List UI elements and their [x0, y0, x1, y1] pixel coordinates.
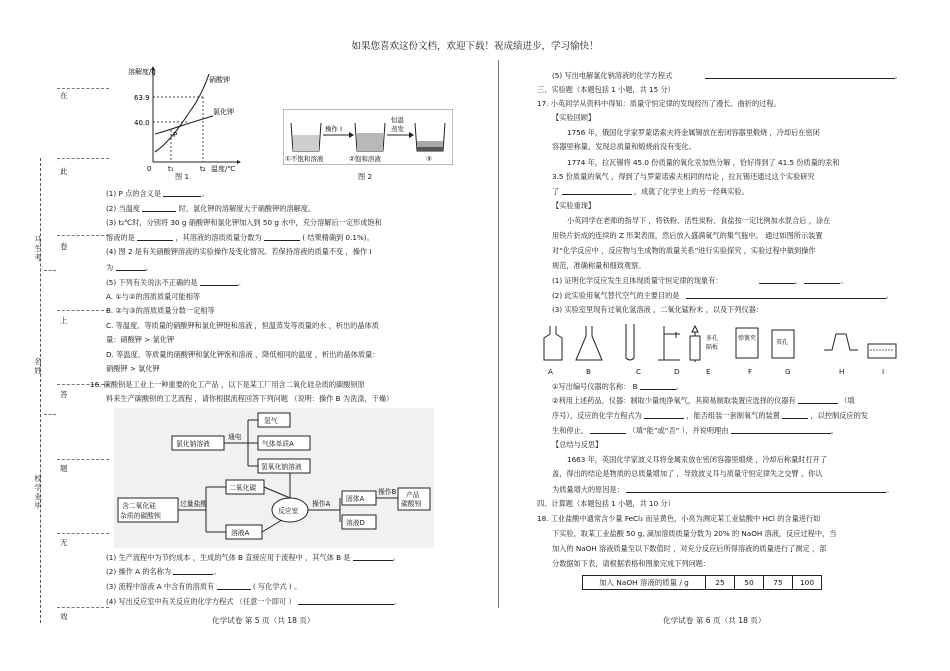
question-18-cont3: 分数据如下表，请根据表格和图象完成下列问题： [552, 559, 711, 568]
label-solution-a: 溶液A [231, 529, 250, 537]
label-solution-b: 溶液D [346, 519, 365, 527]
answer-blank[interactable] [562, 186, 632, 195]
question-text: 时，氯化钾的溶解度大于硝酸钾的溶解度。 [178, 204, 316, 213]
label-op-b: 操作B [378, 488, 397, 496]
question-text: ，能否组装一套制氧气的装置 [686, 411, 780, 420]
solubility-chart [125, 62, 245, 174]
question-17-3c [552, 410, 868, 420]
answer-blank[interactable] [173, 566, 213, 575]
label-e2: 隔板 [706, 344, 719, 351]
naoh-mass-table [582, 575, 822, 590]
tick-63.9: 63.9 [134, 94, 150, 102]
answer-blank[interactable] [644, 410, 684, 419]
section-3-heading: 三、实验题（本题包括 1 小题，共 15 分） [537, 85, 675, 94]
page-5-footer: 化学试卷 第 5 页（共 18 页） [212, 616, 315, 625]
binding-word: 效 [60, 612, 68, 621]
column-divider [498, 60, 499, 608]
question-text: (4) 图 2 是有关硝酸钾溶液的实验操作及变化情况。若保持溶液的质量不变 [106, 247, 344, 256]
answer-blank[interactable] [298, 596, 394, 605]
beaker-1-label: ①不饱和溶液 [285, 155, 324, 163]
point-p-label: P [173, 131, 178, 139]
question-text: ，其溶液的溶质质量分数为 [175, 233, 262, 242]
question-15-2 [106, 203, 315, 213]
binding-word: 题 [60, 464, 68, 473]
table-cell: 25 [706, 576, 735, 590]
label-reactor: 反应室 [278, 507, 299, 515]
question-15-4 [106, 247, 372, 256]
tick-t1: t₁ [168, 165, 174, 173]
beaker-figure [283, 109, 453, 165]
crystals-3 [417, 147, 443, 151]
binding-dash [57, 310, 109, 311]
answer-blank[interactable] [116, 262, 146, 271]
apparatus-d-stand [658, 326, 680, 360]
question-17: 17. 小英同学从资料中得知：质量守恒定律的发现经历了漫长、曲折的过程。 [537, 99, 781, 108]
apparatus-a-bottle [544, 326, 562, 360]
label-g: G [785, 367, 791, 376]
kcl-curve [155, 116, 213, 134]
table-cell: 100 [793, 576, 822, 590]
binding-dash [57, 607, 109, 608]
binding-dash [57, 88, 109, 89]
question-15-3: (3) t₂℃时，分别将 30 g 硝酸钾和氯化钾加入到 50 g 水中，充分溶解后一定形成饱和 [106, 218, 382, 227]
label-product-2: 碳酸钡 [401, 500, 422, 508]
question-15-5: (5) 下列有关说法不正确的是 。 [106, 278, 246, 287]
label-op-a: 操作A [312, 500, 331, 508]
question-17-3b [552, 395, 855, 405]
apparatus-h-tube [824, 334, 858, 350]
question-text: 溶液的是 [106, 233, 135, 242]
op2-label-a: 恒温 [391, 116, 404, 124]
question-16-5: (5) 写出电解氯化钠溶液的化学方程式 。 [552, 71, 902, 80]
label-raw-2: 杂质的碳酸钡 [120, 512, 161, 520]
label-solid-a: 固体A [346, 495, 365, 503]
binding-word: 此 [60, 167, 68, 176]
para-4-cont: 盖，得出的结论是物质的总质量增加了 ，导致波义耳与质量守恒定律失之交臂 ，你认 [552, 469, 823, 478]
para-4: 1663 年，英国化学家波义耳将金属汞放在密闭容器里煅烧 ，冷却后称量时打开了 [567, 455, 828, 464]
label-a: A [548, 367, 553, 376]
option-c-cont: 量：硝酸钾 > 氯化钾 [106, 335, 175, 344]
binding-dash [57, 459, 109, 460]
origin-label: 0 [147, 165, 152, 173]
question-text: (3) 流程中溶液 A 中含有的溶质有 [106, 582, 215, 591]
apparatus-c-test-tube [626, 324, 634, 360]
question-16-4: (4) 写出反应室中有关反应的化学方程式 （任意一个即可 ） 。 [106, 597, 402, 606]
question-15-3-cont [106, 232, 374, 242]
tick-t2: t₂ [200, 165, 206, 173]
answer-blank[interactable] [163, 188, 201, 197]
label-gas-a: 气体单质A [262, 440, 294, 448]
question-text: ( 写化学式 ) 。 [252, 582, 302, 591]
process-flowchart [114, 408, 434, 548]
answer-blank[interactable] [640, 381, 676, 390]
para-2-end [552, 186, 749, 196]
kno3-curve [155, 74, 209, 152]
apparatus-e-funnel [690, 326, 700, 362]
answer-blank[interactable] [590, 425, 626, 434]
binding-dash [44, 414, 56, 415]
beaker-2-label: ②饱和溶液 [349, 155, 381, 163]
question-text: ，以控制反应的发 [810, 411, 868, 420]
question-text: (1) 生产流程中为节约成本 ，生成的气体 B 直接应用于流程中 ，其气体 B 是 [106, 553, 351, 562]
option-a: A. ①与②的溶质质量可能相等 [106, 292, 201, 301]
question-text: 生和停止。 [552, 426, 588, 435]
series-kno3-label: 硝酸钾 [209, 76, 230, 84]
answer-blank[interactable] [353, 552, 393, 561]
question-17-1: (1) 证明化学反应发生且体现质量守恒定律的现象有： ， 。 [552, 276, 848, 285]
fig2-caption: 图 2 [358, 172, 373, 181]
x-axis-arrow [237, 160, 241, 164]
candidate-number-label: 马生考 [34, 235, 42, 262]
table-cell: 50 [735, 576, 764, 590]
question-text: (2) 操作 A 的名称为 [106, 567, 172, 576]
label-excess-hcl: 过量盐酸 [180, 500, 208, 508]
para-3-cont2: 对“化学反应中 ，反应物与生成物的质量关系”进行实验探究 ，实验过程中做到操作 [552, 246, 816, 255]
tick-40: 40.0 [134, 119, 150, 127]
option-c: C. 等温度、等质量的硝酸钾和氯化钾饱和溶液 ，恒温蒸发等质量的水 ，析出的晶体质 [106, 321, 379, 330]
chart-xlabel: 温度/℃ [211, 165, 236, 173]
question-17-3a: ①写出编号仪器的名称： B 。 [552, 382, 684, 391]
question-16: 16. 碳酸钡是工业上一种重要的化工产品 ，以下是某工厂用含二氧化硅杂质的碳酸钡原 [90, 380, 365, 389]
question-text: ( 结果精确到 0.1%)。 [302, 233, 374, 242]
question-15-4-cont: 为 。 [106, 263, 153, 272]
flow-background [114, 408, 434, 548]
question-text: 为质量增大的原因是： [552, 485, 624, 494]
fig1-caption: 图 1 [175, 172, 190, 181]
label-product-1: 产品 [406, 491, 420, 499]
binding-word: 卷 [60, 242, 68, 251]
arrow-op2-head [409, 132, 414, 138]
answer-blank[interactable] [626, 484, 886, 493]
answer-blank[interactable] [731, 425, 831, 434]
table-row [583, 576, 822, 590]
question-text: (2) 此实验用氧气替代空气的主要目的是 [552, 291, 680, 300]
label-co2: 二氧化碳 [229, 484, 257, 492]
series-kcl-label: 氯化钾 [213, 108, 234, 116]
label-h: H [839, 367, 845, 376]
question-16-cont: 料来生产碳酸钡的工艺流程 ，请你根据流程回答下列问题 （说明：操作 B 为洗涤，干燥） [106, 394, 394, 403]
para-3: 小英同学在老师的指导下 ，将铁粉、活性炭粉、食盐按一定比例加水混合后 ，涂在 [567, 216, 831, 225]
page-banner: 如果您喜欢这份文档，欢迎下载！祝成绩进步，学习愉快！ [351, 41, 599, 52]
answer-blank[interactable] [264, 232, 300, 241]
label-i: I [882, 367, 885, 376]
para-3-end: 规范，准确称量和细致观察。 [552, 261, 646, 270]
para-4-end: 为质量增大的原因是： 。 [552, 485, 894, 494]
answer-blank[interactable] [705, 70, 895, 79]
chart-ylabel: 溶解度/g [128, 68, 156, 76]
question-text: (2) 当温度 [106, 204, 141, 213]
binding-margin-line [40, 158, 41, 623]
para-1: 1756 年，俄国化学家罗蒙诺索夫将金属锡放在密闭容器里煅烧 ，冷却后在密闭 [567, 128, 820, 137]
para-2-cont: 3.5 份质量的氧气 ，得到了与罗蒙诺索夫相同的结论 ，拉瓦锡还通过这个实验研究 [552, 172, 815, 181]
label-g1: 双孔 [776, 339, 789, 346]
school-label: 校学业毕 [34, 474, 42, 510]
option-d-cont: 硝酸钾 > 氯化钾 [106, 364, 160, 373]
label-electrolysis: 通电 [228, 433, 242, 441]
binding-word: 无 [60, 538, 68, 547]
answer-blank[interactable] [798, 395, 838, 404]
question-text: (1) 证明化学反应发生且体现质量守恒定律的现象有： [552, 276, 723, 285]
question-text: 序号），反应的化学方程式为 [552, 411, 642, 420]
label-b: B [586, 367, 591, 376]
apparatus-f-box [736, 328, 758, 358]
question-18-cont2: 加入的 NaOH 溶液质量至以下数值时 ，对充分反应后所得溶液的质量进行了测定 ，部 [552, 544, 827, 553]
label-raw-1: 含二氧化硅 [122, 502, 156, 510]
label-d: D [674, 367, 680, 376]
label-f1: 弹簧夹 [738, 335, 757, 342]
apparatus-row [540, 322, 898, 364]
question-text: ，成就了化学史上的另一经典实验。 [633, 187, 749, 196]
question-text: 了 [552, 187, 560, 196]
review-heading: 【实验回顾】 [552, 113, 596, 122]
apparatus-i-trough [868, 344, 896, 358]
answer-blank[interactable] [782, 410, 808, 419]
page-6-footer: 化学试卷 第 6 页（共 18 页） [663, 616, 766, 625]
section-4-heading: 四、计算题（本题包括 1 小题，共 10 分） [537, 499, 675, 508]
question-text: ①写出编号仪器的名称： B [552, 382, 638, 391]
answer-blank[interactable] [759, 275, 795, 284]
question-17-3d: 生和停止。 （填“能”或“否” ），并说明理由 。 [552, 426, 838, 435]
question-17-2: (2) 此实验用氧气替代空气的主要目的是 。 [552, 291, 893, 300]
question-15-1: (1) P 点的含义是 。 [106, 189, 209, 198]
answer-blank[interactable] [804, 275, 840, 284]
question-text: （填“能”或“否” ），并说明理由 [628, 426, 729, 435]
para-3-cont: 用铁片折成的连续的 Z 形架表面，然后放入盛满氧气的集气瓶中。 通过如图所示装置 [552, 231, 823, 240]
label-nacl-solution: 氯化钠溶液 [176, 440, 210, 448]
binding-dash [57, 158, 109, 159]
answer-blank[interactable] [142, 203, 176, 212]
question-18-cont: 下实验，取某工业盐酸 50 g, 滴加溶质质量分数为 20% 的 NaOH 溶液，反应过程中，当 [552, 529, 837, 538]
label-naoh: 氢氧化钠溶液 [261, 463, 302, 471]
question-text: (4) 写出反应室中有关反应的化学方程式 （任意一个即可 ） [106, 597, 296, 606]
question-text: (1) P 点的含义是 [106, 189, 162, 198]
label-e1: 多孔 [706, 335, 719, 342]
binding-dash [44, 270, 56, 271]
table-cell: 75 [764, 576, 793, 590]
question-text: 为 [106, 263, 114, 272]
label-e: E [706, 367, 711, 376]
question-text: ②利用上述药品，仪器：制取少量纯净氧气，其简易制取装置应选择的仪器有 [552, 396, 796, 405]
binding-word: 答 [60, 390, 68, 399]
question-text: （填 [840, 396, 855, 405]
arrow-op1-head [349, 132, 354, 138]
question-17-3: (3) 实验室里现有过氧化氢溶液 ，二氧化锰粉末 ，以及下列仪器： [552, 305, 764, 314]
summary-heading: 【总结与反思】 [552, 440, 603, 449]
question-16-3 [106, 581, 301, 591]
answer-blank[interactable] [217, 581, 251, 590]
option-d: D. 等温度、等质量的硝酸钾和氯化钾饱和溶液 ，降低相同的温度 ，析出的晶体质量： [106, 350, 380, 359]
redo-heading: 【实验重现】 [552, 201, 596, 210]
binding-word: 上 [60, 316, 68, 325]
question-text: (5) 下列有关说法不正确的是 [106, 278, 198, 287]
binding-dash [57, 533, 109, 534]
solution-1 [293, 135, 319, 151]
table-header-cell: 加入 NaOH 溶液的质量 / g [583, 576, 706, 590]
answer-blank[interactable] [137, 232, 173, 241]
binding-dash [57, 235, 109, 236]
option-b: B. ②与③的溶质质量分数一定相等 [106, 306, 215, 315]
answer-blank[interactable] [200, 277, 238, 286]
label-c: C [636, 367, 642, 376]
para-2: 1774 年，拉瓦锡将 45.0 份质量的氧化汞加热分解 ，恰好得到了 41.5 份质量的汞和 [567, 158, 840, 167]
question-text: ，操作 I [345, 247, 372, 256]
question-16-1: (1) 生产流程中为节约成本 ，生成的气体 B 直接应用于流程中 ，其气体 B 是 。 [106, 553, 400, 562]
name-label: 名姓 [34, 357, 42, 375]
answer-blank[interactable] [686, 290, 886, 299]
op2-label-b: 蒸发 [391, 125, 404, 133]
op1-label: 操作 I [325, 125, 342, 133]
question-18: 18. 工业盐酸中通常含少量 FeCl₃ 而呈黄色，小亮为测定某工业盐酸中 HCl 的含量进行如 [537, 514, 821, 523]
beaker-3-label: ③ [426, 155, 432, 163]
solution-2 [357, 133, 383, 151]
question-text: (5) 写出电解氯化钠溶液的化学方程式 [552, 71, 673, 80]
para-1-cont: 容器里称量，发现总质量和煅烧前没有变化。 [552, 142, 696, 151]
question-16-2: (2) 操作 A 的名称为 。 [106, 567, 221, 576]
binding-word: 在 [60, 91, 68, 100]
apparatus-b-flask [576, 326, 602, 360]
label-f: F [748, 367, 753, 376]
label-h2: 氢气 [264, 417, 278, 425]
